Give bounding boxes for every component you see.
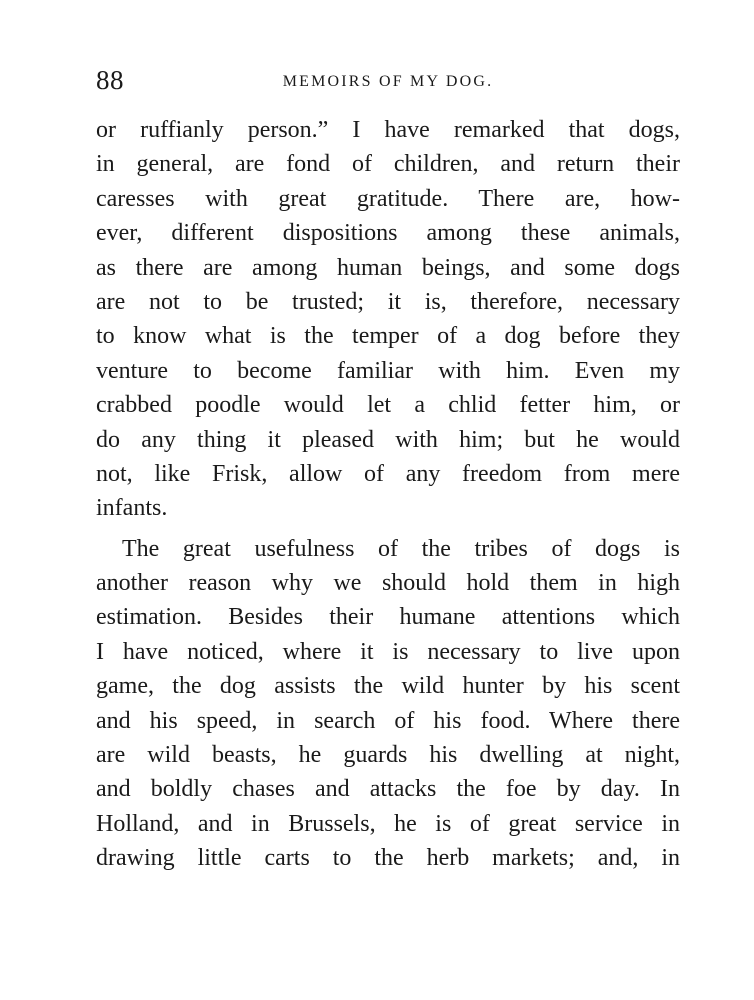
text-line: I have noticed, where it is necessary to live upon (96, 638, 680, 665)
text-line: drawing little carts to the herb markets; and, in (96, 845, 680, 872)
paragraph-1 (96, 113, 680, 526)
text-line: The great usefulness of the tribes of dogs is (122, 535, 680, 562)
text-line: Holland, and in Brussels, he is of great service in (96, 810, 680, 837)
text-line: do any thing it pleased with him; but he would (96, 426, 680, 453)
text-line: to know what is the temper of a dog before they (96, 323, 680, 350)
text-line: venture to become familiar with him. Even my (96, 357, 680, 384)
text-line: estimation. Besides their humane attentions which (96, 604, 680, 631)
text-line: another reason why we should hold them in high (96, 570, 680, 597)
page-header (96, 60, 680, 100)
text-line: infants. (96, 495, 168, 522)
text-line: are not to be trusted; it is, therefore, necessary (96, 288, 680, 315)
text-line: caresses with great gratitude. There are, how- (96, 185, 680, 212)
text-line: and boldly chases and attacks the foe by day. In (96, 776, 680, 803)
text-line: are wild beasts, he guards his dwelling at night, (96, 742, 680, 769)
running-head: MEMOIRS OF MY DOG. (282, 73, 494, 90)
text-line: or ruffianly person.” I have remarked that dogs, (96, 117, 680, 143)
body-text (96, 113, 680, 876)
text-line: ever, different dispositions among these animals, (96, 220, 680, 247)
text-line: as there are among human beings, and some dogs (96, 254, 680, 281)
page-number: 88 (96, 65, 124, 95)
text-line: and his speed, in search of his food. Where there (96, 707, 680, 734)
text-line: game, the dog assists the wild hunter by his scent (96, 673, 680, 700)
paragraph-2 (96, 532, 680, 876)
text-line: not, like Frisk, allow of any freedom from mere (96, 460, 680, 487)
text-line: crabbed poodle would let a chlid fetter him, or (96, 392, 680, 419)
text-line: in general, are fond of children, and return their (96, 151, 680, 178)
